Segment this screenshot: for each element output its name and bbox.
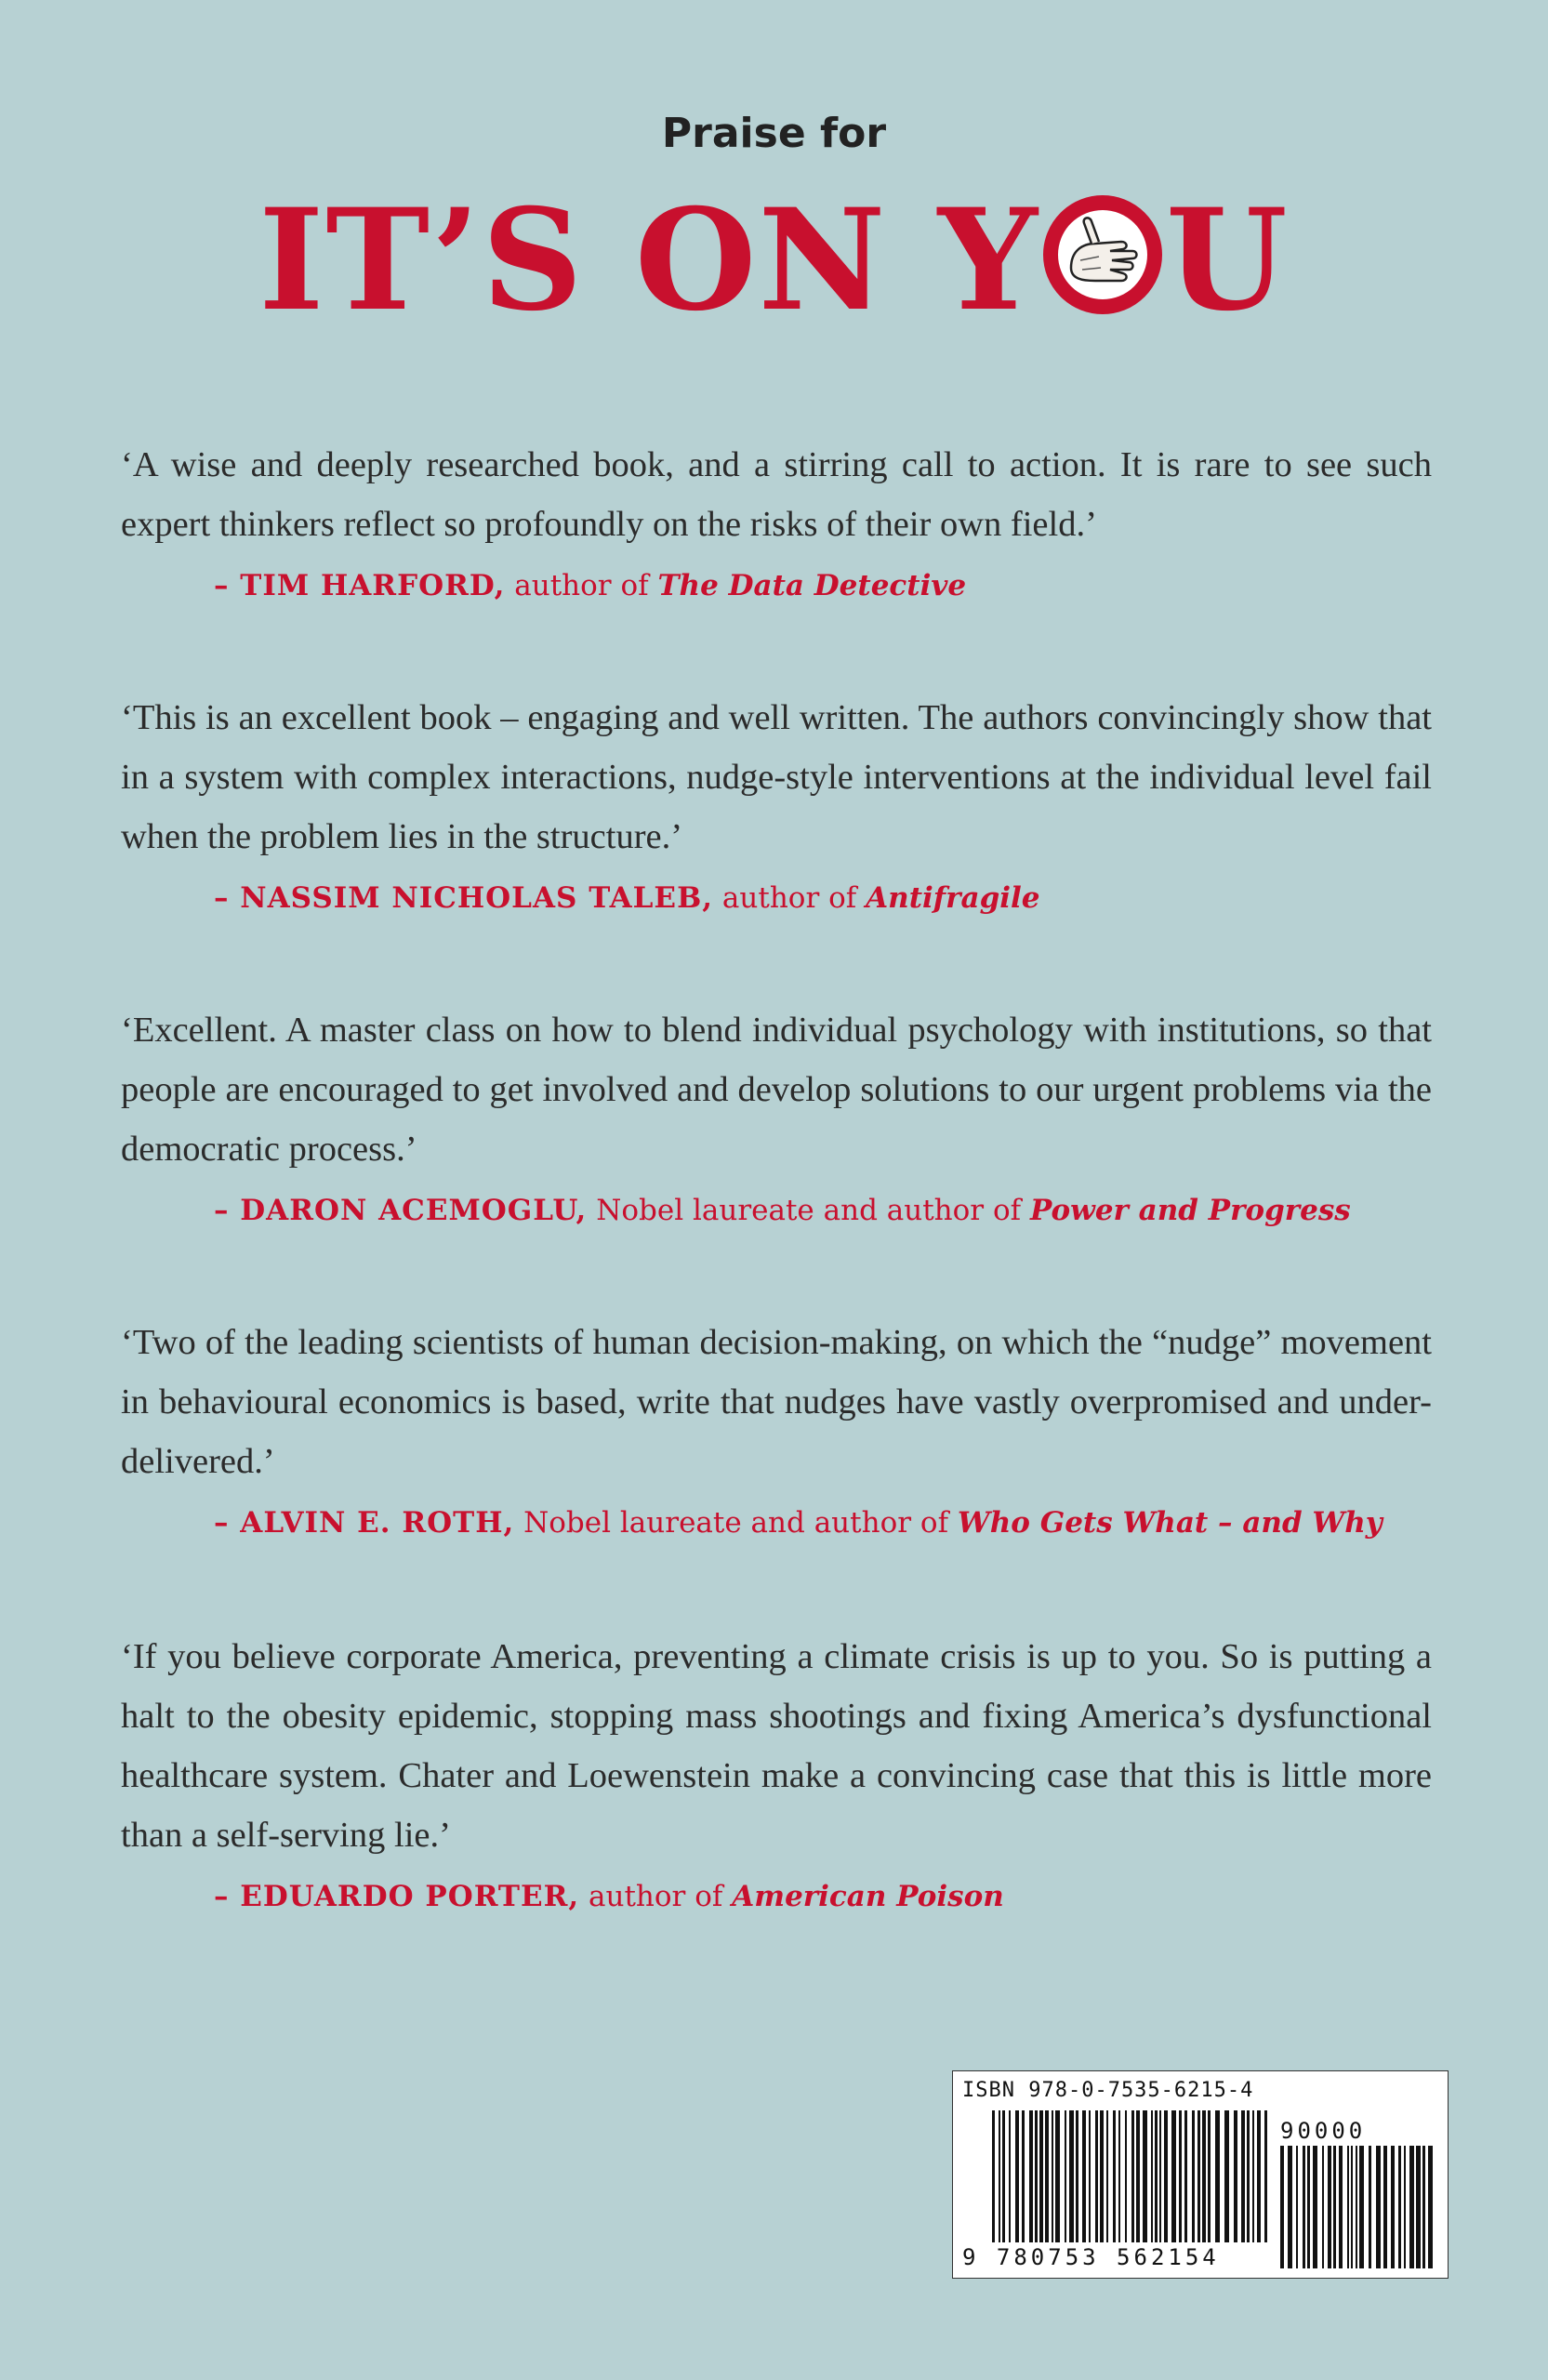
book-title [0, 178, 1548, 342]
attribution [121, 881, 1432, 915]
attribution-work: Antifragile [866, 881, 1040, 915]
attribution-name: – EDUARDO PORTER, [214, 1880, 580, 1913]
attribution-work: Power and Progress [1029, 1194, 1351, 1227]
quote-text: ‘This is an excellent book – engaging and well written. The authors convincingly show that in a system with complex interactions, nudge-style interventions at the individual level fail when the problem lies in the structure.’ [121, 698, 1432, 856]
attribution-work: Who Gets What – and Why [957, 1506, 1383, 1540]
price-addon-bars [1280, 2146, 1438, 2268]
quote-text: ‘Two of the leading scientists of human decision-making, on which the “nudge” movement in behavioural economics is based, write that nudges have vastly overpromised and under-delivered.’ [121, 1323, 1432, 1481]
endorsement-5 [121, 1627, 1432, 1913]
attribution-role: author of [505, 569, 658, 602]
attribution-work: American Poison [732, 1880, 1004, 1913]
attribution-name: – DARON ACEMOGLU, [214, 1194, 588, 1227]
attribution [121, 1194, 1432, 1227]
endorsement-2 [121, 688, 1432, 915]
endorsement-4 [121, 1313, 1432, 1540]
attribution-name: – NASSIM NICHOLAS TALEB, [214, 881, 714, 915]
endorsement-3 [121, 1000, 1432, 1227]
quote-text: ‘A wise and deeply researched book, and a stirring call to action. It is rare to see such expert thinkers reflect so profoundly on the risks of their own field.’ [121, 445, 1432, 544]
book-title-part2: U [1165, 178, 1290, 342]
pointing-finger-icon [1043, 195, 1162, 314]
isbn-barcode [952, 2070, 1449, 2279]
quote-text: ‘Excellent. A master class on how to blend individual psychology with institutions, so that people are encouraged to get involved and develop solutions to our urgent problems via the democratic process.’ [121, 1011, 1432, 1169]
quote-text: ‘If you believe corporate America, preventing a climate crisis is up to you. So is putting a halt to the obesity epidemic, stopping mass shootings and fixing America’s dysfunctional healthcare system. Chater and Loewenstein make a convincing case that this is little more than a self-serving lie.’ [121, 1637, 1432, 1855]
attribution [121, 1506, 1432, 1540]
attribution-role: author of [713, 881, 867, 915]
attribution [121, 1880, 1432, 1913]
attribution-role: Nobel laureate and author of [587, 1194, 1030, 1227]
isbn-label: ISBN 978-0-7535-6215-4 [962, 2079, 1254, 2102]
ean-digits: 9 780753 562154 [962, 2244, 1220, 2270]
attribution-role: author of [579, 1880, 733, 1913]
ean-barcode-bars [992, 2110, 1271, 2242]
attribution-name: – TIM HARFORD, [214, 569, 506, 602]
price-code-label: 90000 [1280, 2118, 1367, 2144]
book-title-part1: IT’S ON Y [258, 178, 1039, 342]
praise-for-heading: Praise for [661, 110, 887, 157]
endorsement-1 [121, 435, 1432, 602]
attribution-work: The Data Detective [657, 569, 967, 602]
attribution-role: Nobel laureate and author of [514, 1506, 958, 1540]
attribution [121, 569, 1432, 602]
attribution-name: – ALVIN E. ROTH, [214, 1506, 515, 1540]
